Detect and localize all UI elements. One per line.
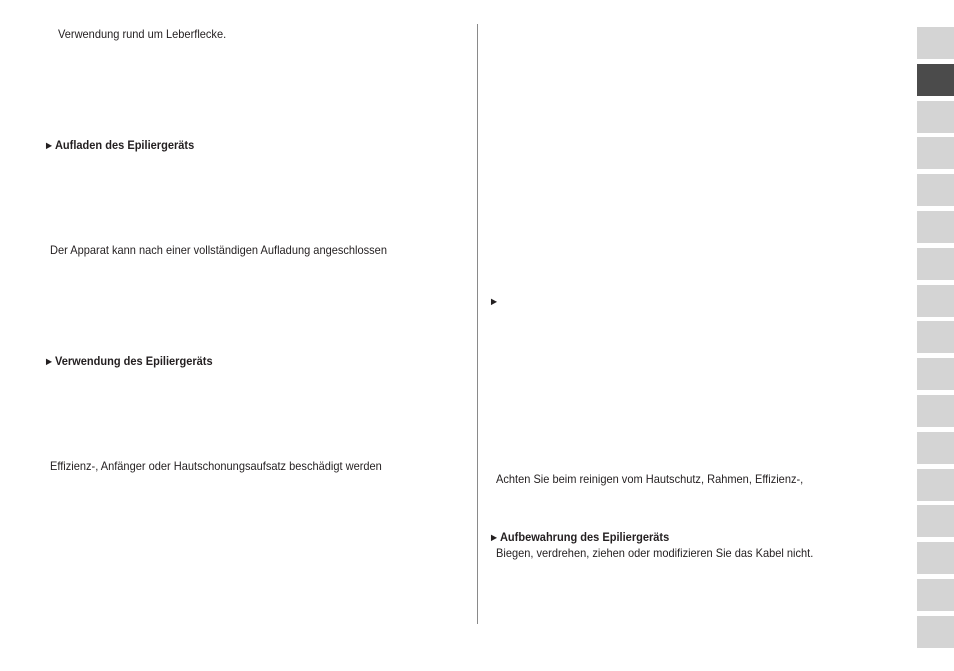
language-tab[interactable]: [917, 505, 954, 537]
language-tab[interactable]: [917, 101, 954, 133]
language-tab[interactable]: [917, 174, 954, 206]
heading-marker-icon: ►: [489, 532, 500, 544]
heading-storage-label: Aufbewahrung des Epiliergeräts: [499, 530, 670, 544]
language-tab[interactable]: [917, 211, 954, 243]
language-tab[interactable]: [917, 358, 954, 390]
language-tab[interactable]: [917, 579, 954, 611]
heading-storage: [489, 530, 669, 545]
heading-usage: [44, 354, 213, 369]
heading-usage-label: Verwendung des Epiliergeräts: [54, 354, 213, 368]
language-tab[interactable]: [917, 321, 954, 353]
language-tab[interactable]: [917, 27, 954, 59]
language-tab[interactable]: [917, 395, 954, 427]
language-tab[interactable]: [917, 137, 954, 169]
right-text-cleaning: Achten Sie beim reinigen vom Hautschutz, Rahmen, Effizienz-,: [496, 472, 804, 486]
language-tab-strip: [917, 27, 954, 653]
language-tab[interactable]: [917, 432, 954, 464]
heading-charging: [44, 138, 194, 153]
language-tab[interactable]: [917, 285, 954, 317]
heading-marker-icon: ►: [44, 356, 55, 368]
left-text-attachment: Effizienz-, Anfänger oder Hautschonungsaufsatz beschädigt werden: [50, 459, 382, 473]
right-text-cable: Biegen, verdrehen, ziehen oder modifizieren Sie das Kabel nicht.: [496, 546, 814, 560]
language-tab[interactable]: [917, 616, 954, 648]
right-marker-icon: ►: [489, 296, 500, 308]
left-text-moles: Verwendung rund um Leberflecke.: [58, 27, 227, 41]
language-tab-active[interactable]: [917, 64, 954, 96]
language-tab[interactable]: [917, 469, 954, 501]
left-text-charging: Der Apparat kann nach einer vollständigen Aufladung angeschlossen: [50, 243, 387, 257]
column-divider: [477, 24, 478, 624]
heading-marker-icon: ►: [44, 140, 55, 152]
language-tab[interactable]: [917, 248, 954, 280]
language-tab[interactable]: [917, 542, 954, 574]
heading-charging-label: Aufladen des Epiliergeräts: [54, 138, 195, 152]
